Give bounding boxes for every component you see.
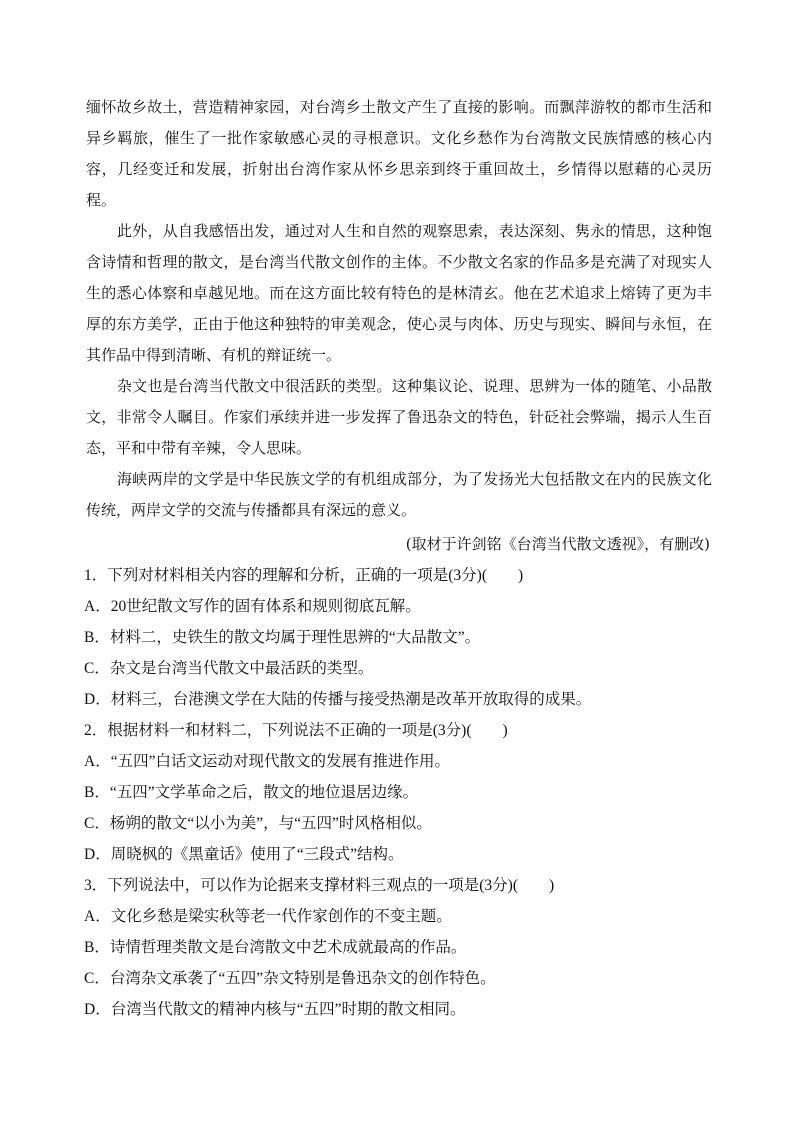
option-a: A．文化乡愁是梁实秋等老一代作家创作的不变主题。	[84, 908, 452, 925]
option-a: A．“五四”白话文运动对现代散文的发展有推进作用。	[84, 753, 450, 770]
option-b: B．“五四”文学革命之后，散文的地位退居边缘。	[84, 784, 419, 801]
option-d: D．周晓枫的《黑童话》使用了“三段式”结构。	[84, 846, 404, 863]
question-stem: 1．下列对材料相关内容的理解和分析，正确的一项是(3分)( )	[84, 567, 524, 584]
reading-passage	[86, 92, 712, 526]
question-list	[84, 560, 714, 1025]
question-stem: 3．下列说法中，可以作为论据来支撑材料三观点的一项是(3分)( )	[84, 877, 555, 894]
question-1	[84, 560, 714, 715]
option-a: A．20世纪散文写作的固有体系和规则彻底瓦解。	[84, 598, 421, 615]
question-stem: 2．根据材料一和材料二，下列说法不正确的一项是(3分)( )	[84, 722, 508, 739]
option-c: C．台湾杂文承袭了“五四”杂文特别是鲁迅杂文的创作特色。	[84, 970, 496, 987]
option-d: D．台湾当代散文的精神内核与“五四”时期的散文相同。	[84, 1001, 466, 1018]
question-3	[84, 870, 714, 1025]
option-d: D．材料三，台港澳文学在大陆的传播与接受热潮是改革开放取得的成果。	[84, 691, 592, 708]
passage-paragraph: 杂文也是台湾当代散文中很活跃的类型。这种集议论、说理、思辨为一体的随笔、小品散文，非常令人瞩目。作家们承续并进一步发挥了鲁迅杂文的特色，针砭社会弊端，揭示人生百态，平和中带有辛辣，令人思味。	[86, 377, 712, 457]
option-b: B．诗情哲理类散文是台湾散文中艺术成就最高的作品。	[84, 939, 467, 956]
passage-paragraph: 此外，从自我感悟出发，通过对人生和自然的观察思索，表达深刻、隽永的情思，这种饱含诗情和哲理的散文，是台湾当代散文创作的主体。不少散文名家的作品多是充满了对现实人生的悉心体察和卓越见地。而在这方面比较有特色的是林清玄。他在艺术追求上熔铸了更为丰厚的东方美学，正由于他这种独特的审美观念，使心灵与肉体、历史与现实、瞬间与永恒，在其作品中得到清晰、有机的辩证统一。	[86, 222, 712, 364]
option-c: C．杂文是台湾当代散文中最活跃的类型。	[84, 660, 374, 677]
passage-paragraph: 缅怀故乡故土，营造精神家园，对台湾乡土散文产生了直接的影响。而飘萍游牧的都市生活和异乡羁旅，催生了一批作家敏感心灵的寻根意识。文化乡愁作为台湾散文民族情感的核心内容，几经变迁和发展，折射出台湾作家从怀乡思亲到终于重回故土，乡情得以慰藉的心灵历程。	[86, 98, 712, 209]
passage-paragraph: 海峡两岸的文学是中华民族文学的有机组成部分，为了发扬光大包括散文在内的民族文化传统，两岸文学的交流与传播都具有深远的意义。	[86, 470, 712, 519]
option-b: B．材料二，史铁生的散文均属于理性思辨的“大品散文”。	[84, 629, 481, 646]
option-c: C．杨朔的散文“以小为美”，与“五四”时风格相似。	[84, 815, 432, 832]
passage-source: (取材于许剑铭《台湾当代散文透视》，有删改)	[405, 535, 710, 553]
question-2	[84, 715, 714, 870]
